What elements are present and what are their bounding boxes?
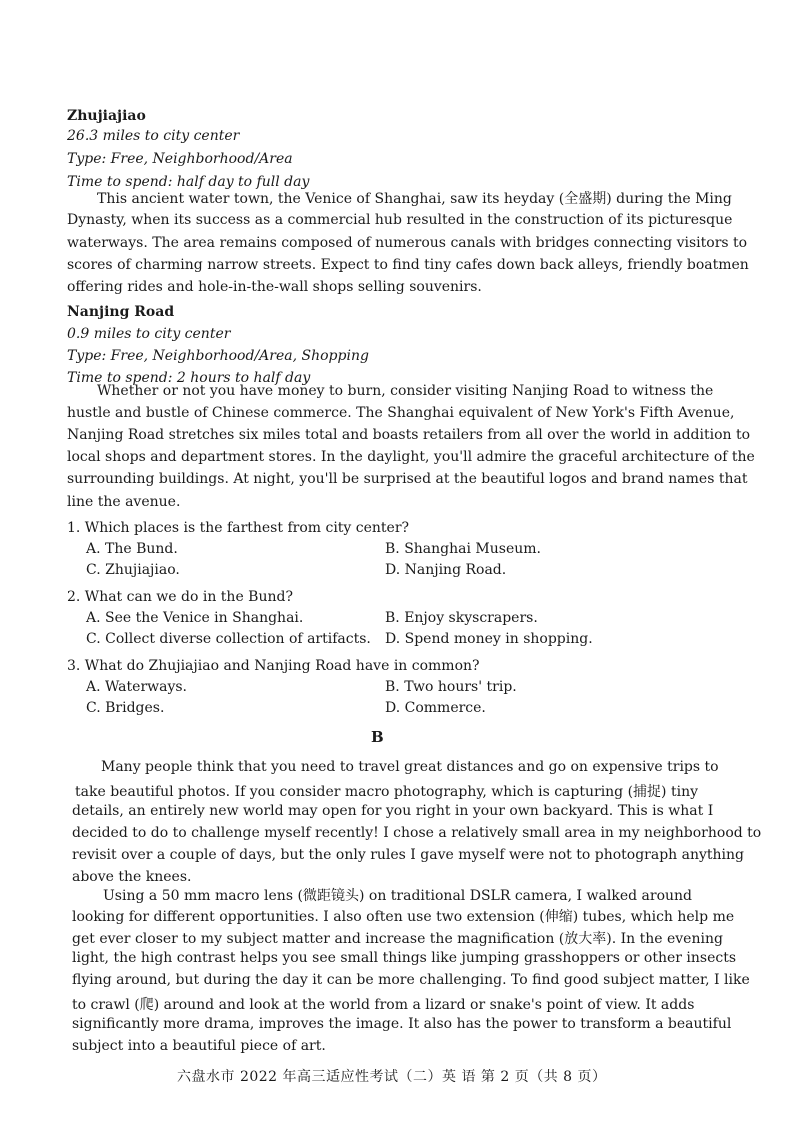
zhujiajiao-line: Dynasty, when its success as a commercial hub resulted in the construction of its picturesque: [67, 212, 733, 228]
section-b-p2-line: get ever closer to my subject matter and increase the magnification (放大率). In the evening: [72, 931, 723, 947]
nanjing-line: Nanjing Road stretches six miles total and boasts retailers from all over the world in addition to: [67, 427, 751, 443]
question-1-option-b: B. Shanghai Museum.: [385, 541, 541, 557]
zhujiajiao-time: Time to spend: half day to full day: [67, 174, 310, 190]
question-2-option-d: D. Spend money in shopping.: [385, 631, 593, 647]
section-b-p1-line: details, an entirely new world may open for you right in your own backyard. This is what I: [72, 803, 714, 819]
question-3-stem: 3. What do Zhujiajiao and Nanjing Road have in common?: [67, 658, 480, 674]
section-b-p1-line: above the knees.: [72, 869, 192, 885]
nanjing-line: local shops and department stores. In the daylight, you'll admire the graceful architecture of the: [67, 449, 755, 465]
nanjing-line: Whether or not you have money to burn, consider visiting Nanjing Road to witness the: [97, 383, 714, 399]
question-1-option-a: A. The Bund.: [86, 541, 178, 557]
page-footer: 六盘水市 2022 年高三适应性考试（二）英 语 第 2 页（共 8 页）: [177, 1069, 607, 1085]
question-2-option-a: A. See the Venice in Shanghai.: [86, 610, 304, 626]
question-2-stem: 2. What can we do in the Bund?: [67, 589, 293, 605]
question-2-option-b: B. Enjoy skyscrapers.: [385, 610, 538, 626]
nanjing-type: Type: Free, Neighborhood/Area, Shopping: [67, 348, 369, 364]
zhujiajiao-title: Zhujiajiao: [67, 108, 146, 124]
question-1-stem: 1. Which places is the farthest from city center?: [67, 520, 410, 536]
question-2-option-c: C. Collect diverse collection of artifacts.: [86, 631, 371, 647]
zhujiajiao-line: scores of charming narrow streets. Expect to find tiny cafes down back alleys, friendly boatmen: [67, 257, 749, 273]
section-b-title: B: [371, 728, 384, 746]
section-b-p1-line: decided to do to challenge myself recently! I chose a relatively small area in my neighborhood to: [72, 825, 762, 841]
nanjing-line: line the avenue.: [67, 494, 181, 510]
section-b-p2-line: subject into a beautiful piece of art.: [72, 1038, 326, 1054]
section-b-p2-line: light, the high contrast helps you see small things like jumping grasshoppers or other insects: [72, 950, 737, 966]
zhujiajiao-line: This ancient water town, the Venice of Shanghai, saw its heyday (全盛期) during the Ming: [97, 191, 732, 207]
section-b-p2-line: to crawl (爬) around and look at the world from a lizard or snake's point of view. It adds: [72, 997, 695, 1013]
question-3-option-d: D. Commerce.: [385, 700, 486, 716]
question-3-option-c: C. Bridges.: [86, 700, 165, 716]
nanjing-title: Nanjing Road: [67, 304, 175, 320]
section-b-p2-line: flying around, but during the day it can be more challenging. To find good subject matter, I like: [72, 972, 750, 988]
question-1-option-d: D. Nanjing Road.: [385, 562, 507, 578]
nanjing-time: Time to spend: 2 hours to half day: [67, 370, 311, 386]
question-3-option-b: B. Two hours' trip.: [385, 679, 517, 695]
zhujiajiao-line: waterways. The area remains composed of numerous canals with bridges connecting visitors to: [67, 235, 748, 251]
section-b-p1-line: revisit over a couple of days, but the only rules I gave myself were not to photograph anything: [72, 847, 744, 863]
nanjing-line: hustle and bustle of Chinese commerce. The Shanghai equivalent of New York's Fifth Avenue,: [67, 405, 735, 421]
zhujiajiao-distance: 26.3 miles to city center: [67, 128, 240, 144]
section-b-p2-line: Using a 50 mm macro lens (微距镜头) on traditional DSLR camera, I walked around: [103, 888, 692, 904]
nanjing-line: surrounding buildings. At night, you'll be surprised at the beautiful logos and brand names that: [67, 471, 748, 487]
nanjing-distance: 0.9 miles to city center: [67, 326, 231, 342]
section-b-p2-line: significantly more drama, improves the image. It also has the power to transform a beautiful: [72, 1016, 732, 1032]
question-1-option-c: C. Zhujiajiao.: [86, 562, 180, 578]
zhujiajiao-line: offering rides and hole-in-the-wall shops selling souvenirs.: [67, 279, 482, 295]
section-b-p1-line: take beautiful photos. If you consider macro photography, which is capturing (捕捉) tiny: [75, 784, 698, 800]
question-3-option-a: A. Waterways.: [86, 679, 188, 695]
section-b-p2-line: looking for different opportunities. I also often use two extension (伸缩) tubes, which help me: [72, 909, 735, 925]
zhujiajiao-type: Type: Free, Neighborhood/Area: [67, 151, 293, 167]
section-b-p1-line: Many people think that you need to travel great distances and go on expensive trips to: [101, 759, 719, 775]
